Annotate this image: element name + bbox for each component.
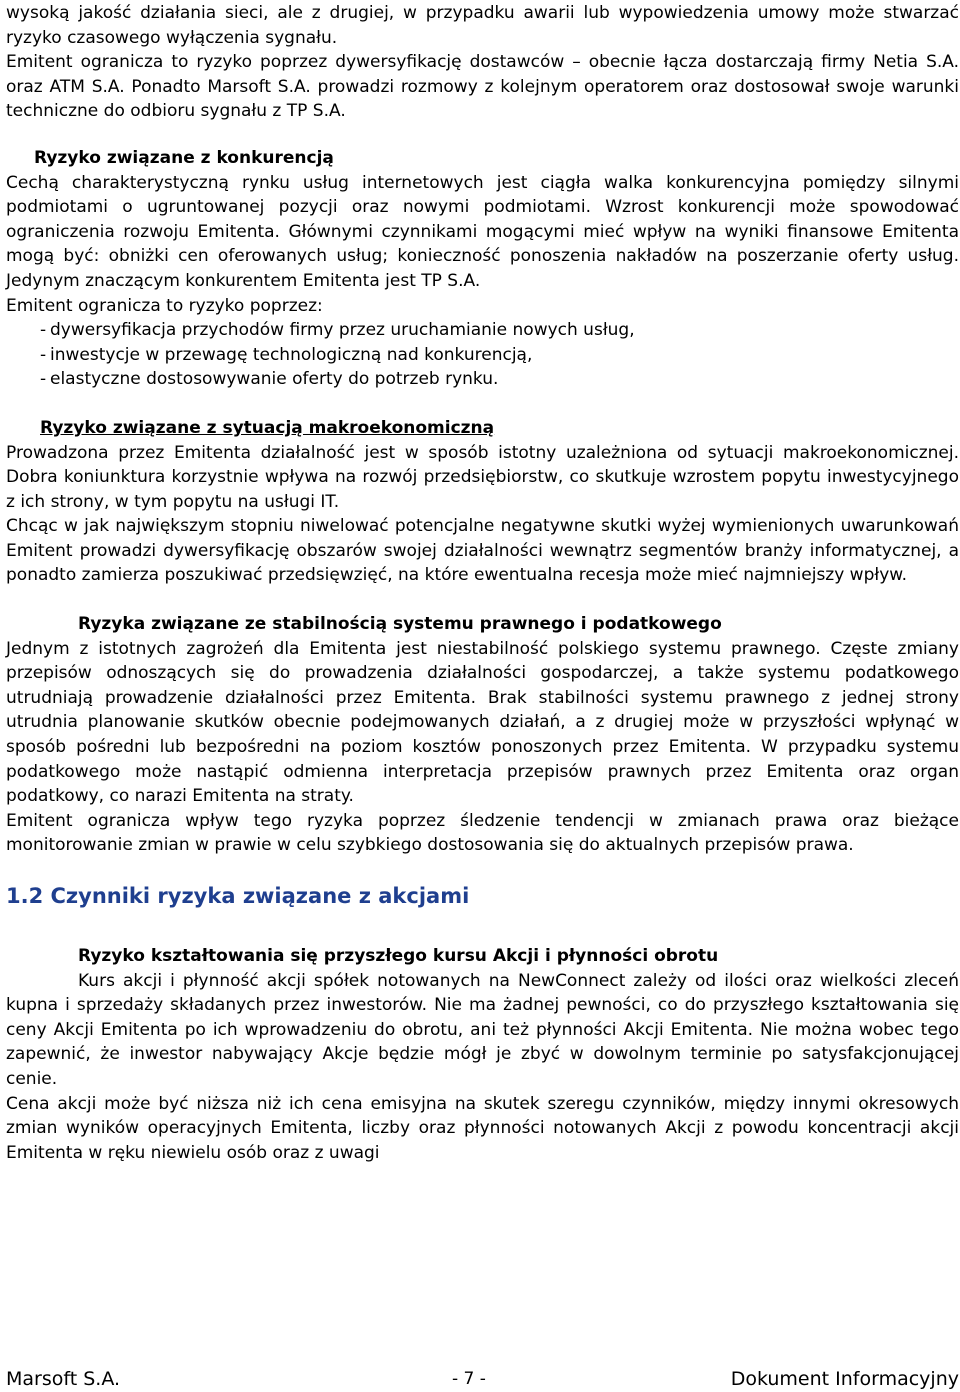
macro-paragraph-1: Prowadzona przez Emitenta działalność jest w sposób istotny uzależniona od sytuacji makroekonomicznej. Dobra koniunktura korzystnie wpływa na rozwój przedsiębiorstw, co skutkuje wzrostem popytu inwestycyjnego z ich strony, w tym popytu na usługi IT. <box>6 442 959 512</box>
list-item <box>6 318 959 343</box>
competition-paragraph-1: Cechą charakterystyczną rynku usług internetowych jest ciągła walka konkurencyjna pomiędzy silnymi podmiotami o ugruntowanej pozycji oraz nowymi podmiotami. Wzrost konkurencji może spowodować ograniczenia rozwoju Emitenta. Głównymi czynnikami mogącymi mieć wpływ na wyniki finansowe Emitenta mogą być: obniżki cen oferowanych usług; konieczność ponoszenia nakładów na poszerzanie oferty usług. Jedynym znaczącym konkurentem Emitenta jest TP S.A. <box>6 172 959 291</box>
mitigation-list <box>6 318 959 392</box>
section-heading: 1.2 Czynniki ryzyka związane z akcjami <box>6 884 470 908</box>
spacer <box>6 858 959 882</box>
spacer <box>6 588 959 612</box>
spacer <box>6 124 959 146</box>
intro-paragraph-1: wysoką jakość działania sieci, ale z drugiej, w przypadku awarii lub wypowiedzenia umowy może stwarzać ryzyko czasowego wyłączenia sygnału. <box>6 3 959 48</box>
document-page <box>6 1 959 1165</box>
macro-paragraph-2: Chcąc w jak największym stopniu niwelować potencjalne negatywne skutki wyżej wymienionych uwarunkowań Emitent prowadzi dywersyfikację obszarów swojej działalności wewnątrz segmentów branży informatycznej, a ponadto zamierza poszukiwać przedsięwzięć, na które ewentualna recesja może mieć najmniejszy wpływ. <box>6 516 959 586</box>
competition-paragraph-2: Emitent ogranicza to ryzyko poprzez: <box>6 295 323 316</box>
list-item-text: inwestycje w przewagę technologiczną nad konkurencją, <box>50 344 533 365</box>
macro-heading <box>6 416 959 441</box>
competition-heading: Ryzyko związane z konkurencją <box>34 147 334 168</box>
list-item <box>6 367 959 392</box>
dash-bullet: - <box>40 369 47 390</box>
spacer <box>6 392 959 416</box>
dash-bullet: - <box>40 344 47 365</box>
legal-paragraph-2: Emitent ogranicza wpływ tego ryzyka poprzez śledzenie tendencji w zmianach prawa oraz bieżące monitorowanie zmian w prawie w celu szybkiego dostosowania się do aktualnych przepisów prawa. <box>6 810 959 856</box>
macro-heading-text: Ryzyko związane z sytuacją makroekonomiczną <box>40 417 495 438</box>
footer-company: Marsoft S.A. <box>6 1368 121 1390</box>
spacer <box>6 910 959 944</box>
legal-paragraph-1: Jednym z istotnych zagrożeń dla Emitenta jest niestabilność polskiego systemu prawnego. Częste zmiany przepisów odnoszących się do prowadzenia działalności gospodarczej, a także systemu podatkowego utrudniają prowadzenie działalności przez Emitenta. Brak stabilności systemu prawnego z jednej strony utrudnia planowanie skutków obecnie podejmowanych działań, a z drugiej może w przyszłości wpłynąć w sposób pośredni lub bezpośredni na poziom kosztów ponoszonych przez Emitenta. W przypadku systemu podatkowego może nastąpić odmienna interpretacja przepisów prawnych przez Emitenta oraz organ podatkowy, co narazi Emitenta na straty. <box>6 638 959 807</box>
footer-document-title: Dokument Informacyjny <box>730 1368 959 1390</box>
list-item-text: elastyczne dostosowywanie oferty do potrzeb rynku. <box>50 369 499 390</box>
shares-paragraph-1: Kurs akcji i płynność akcji spółek notowanych na NewConnect zależy od ilości oraz wielkości zleceń kupna i sprzedaży składanych przez inwestorów. Nie ma żadnej pewności, co do przyszłego kształtowania się ceny Akcji Emitenta po ich wprowadzeniu do obrotu, ani też płynności Akcji Emitenta. Nie można wobec tego zapewnić, że inwestor nabywający Akcje będzie mógł je zbyć w dowolnym terminie po satysfakcjonującej cenie. <box>6 970 959 1089</box>
legal-heading: Ryzyka związane ze stabilnością systemu prawnego i podatkowego <box>78 614 722 635</box>
dash-bullet: - <box>40 320 47 341</box>
footer-page-number: - 7 - <box>452 1369 486 1389</box>
shares-heading: Ryzyko kształtowania się przyszłego kursu Akcji i płynności obrotu <box>78 946 719 966</box>
intro-paragraph-2: Emitent ogranicza to ryzyko poprzez dywersyfikację dostawców – obecnie łącza dostarczają firmy Netia S.A. oraz ATM S.A. Ponadto Marsoft S.A. prowadzi rozmowy z kolejnym operatorem oraz dostosował swoje warunki techniczne do odbioru sygnału z TP S.A. <box>6 52 959 122</box>
shares-paragraph-2: Cena akcji może być niższa niż ich cena emisyjna na skutek szeregu czynników, między innymi okresowych zmian wyników operacyjnych Emitenta, liczby oraz płynności notowanych Akcji z powodu koncentracji akcji Emitenta w ręku niewielu osób oraz z uwagi <box>6 1093 959 1163</box>
list-item <box>6 343 959 368</box>
list-item-text: dywersyfikacja przychodów firmy przez uruchamianie nowych usług, <box>50 320 635 341</box>
page-footer <box>6 1366 959 1392</box>
